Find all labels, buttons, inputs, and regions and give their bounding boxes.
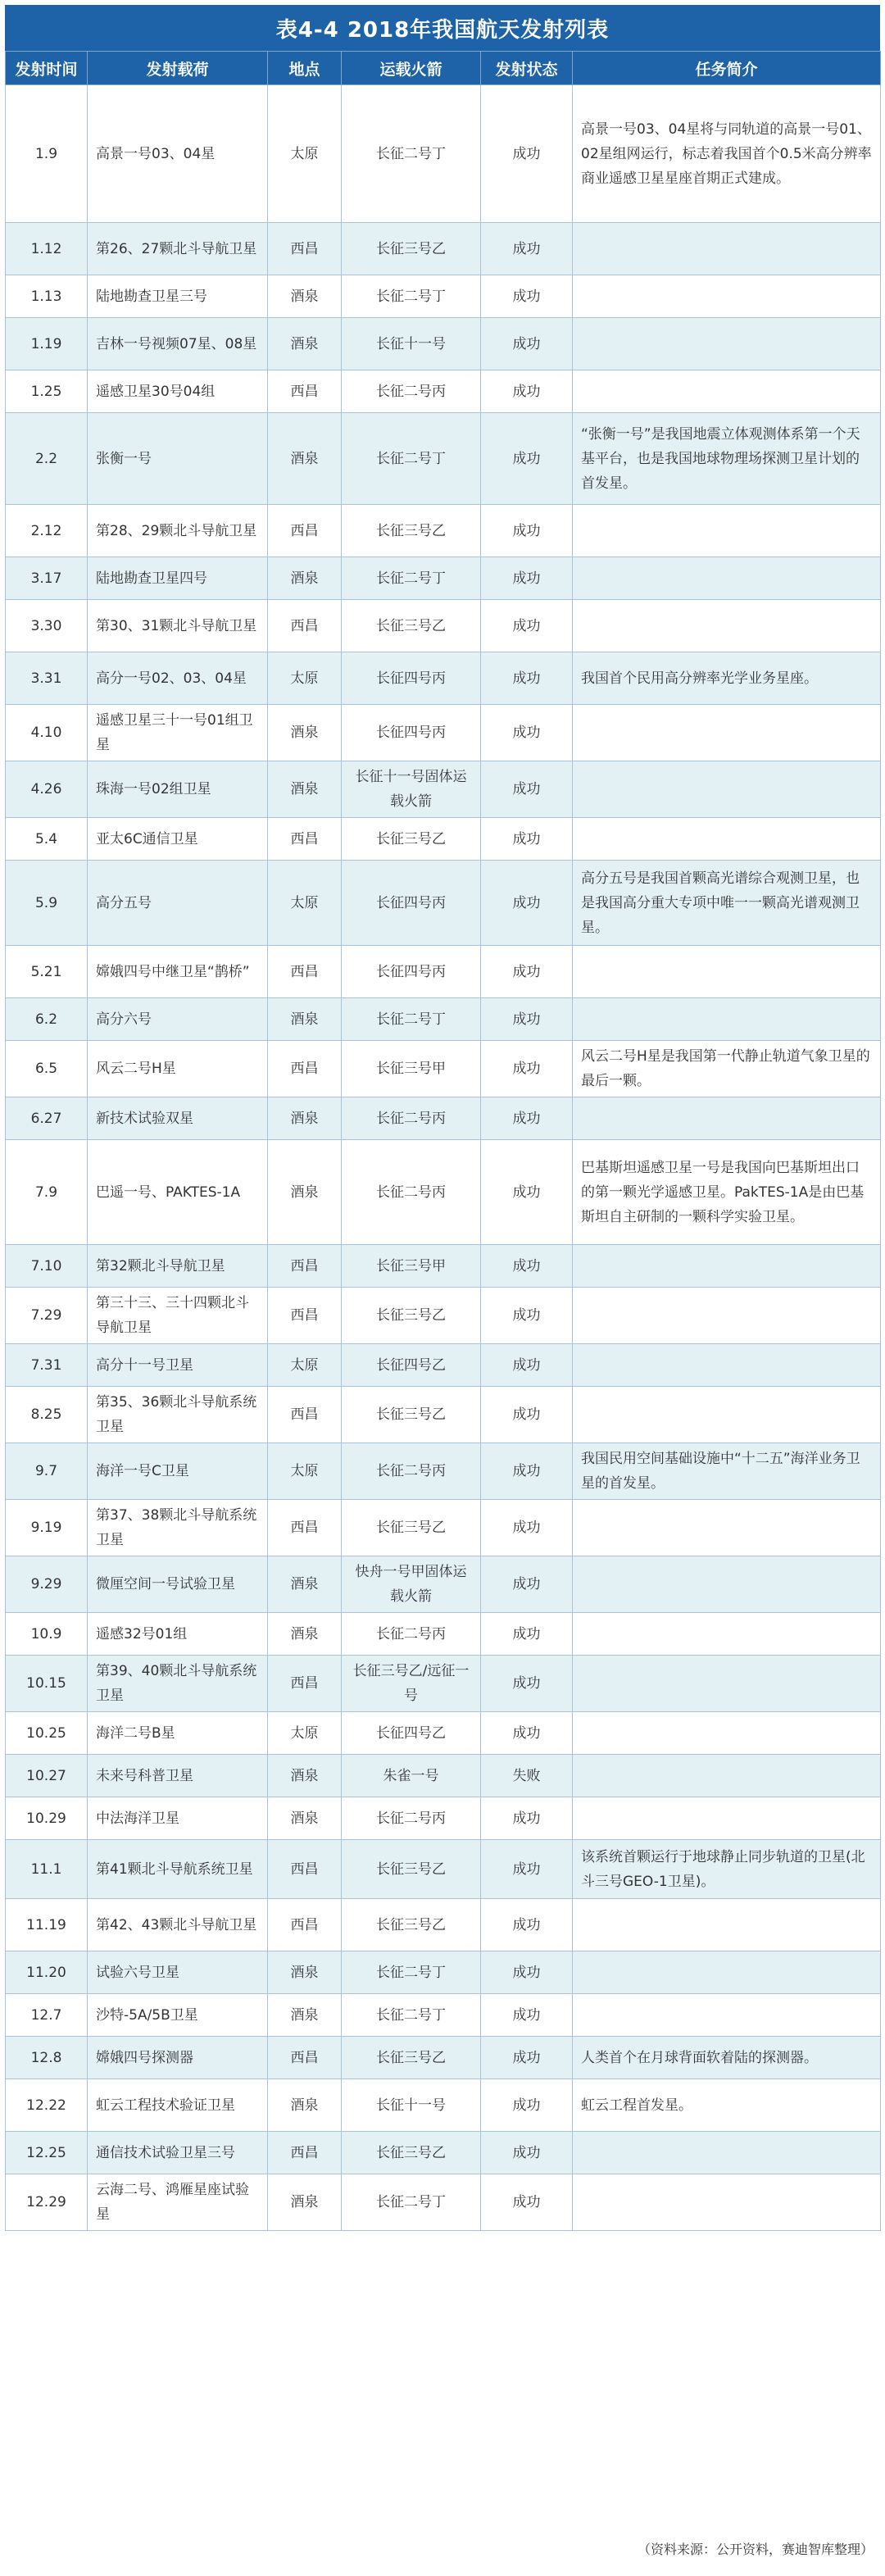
table-row — [6, 370, 881, 413]
launch-status-cell: 成功 — [481, 1140, 573, 1245]
launch-status-cell: 成功 — [481, 370, 573, 413]
launch-status-cell: 成功 — [481, 1994, 573, 2037]
launch-status-cell: 成功 — [481, 505, 573, 557]
table-row — [6, 1245, 881, 1288]
launch-site-cell: 西昌 — [268, 1387, 342, 1443]
mission-summary-cell — [573, 1387, 881, 1443]
column-header-site: 地点 — [268, 52, 342, 85]
launch-status-cell: 成功 — [481, 1443, 573, 1500]
launch-site-cell: 太原 — [268, 1344, 342, 1387]
table-row — [6, 2132, 881, 2174]
launch-status-cell: 成功 — [481, 998, 573, 1041]
launch-site-cell: 西昌 — [268, 946, 342, 998]
launch-status-cell: 成功 — [481, 318, 573, 370]
launch-status-cell: 成功 — [481, 2174, 573, 2231]
launch-date-cell: 5.21 — [6, 946, 88, 998]
rocket-cell: 长征二号丁 — [342, 275, 481, 318]
table-row — [6, 1613, 881, 1656]
launch-site-cell: 西昌 — [268, 2132, 342, 2174]
launch-status-cell: 成功 — [481, 413, 573, 505]
mission-summary-cell — [573, 1344, 881, 1387]
mission-summary-cell — [573, 1797, 881, 1840]
launch-date-cell: 1.13 — [6, 275, 88, 318]
launch-date-cell: 6.2 — [6, 998, 88, 1041]
table-row — [6, 998, 881, 1041]
rocket-cell: 长征四号丙 — [342, 652, 481, 705]
launch-date-cell: 1.12 — [6, 223, 88, 275]
rocket-cell: 长征二号丙 — [342, 1140, 481, 1245]
launch-date-cell: 10.29 — [6, 1797, 88, 1840]
table-row — [6, 1712, 881, 1755]
mission-summary-cell: 我国民用空间基础设施中“十二五”海洋业务卫星的首发星。 — [573, 1443, 881, 1500]
launch-status-cell: 成功 — [481, 2037, 573, 2079]
launch-site-cell: 酒泉 — [268, 1140, 342, 1245]
payload-cell: 沙特-5A/5B卫星 — [88, 1994, 268, 2037]
table-body — [6, 85, 881, 2231]
launch-status-cell: 成功 — [481, 1041, 573, 1097]
mission-summary-cell — [573, 1613, 881, 1656]
payload-cell: 张衡一号 — [88, 413, 268, 505]
payload-cell: 亚太6C通信卫星 — [88, 818, 268, 861]
table-row — [6, 505, 881, 557]
column-header-payload: 发射载荷 — [88, 52, 268, 85]
table-row — [6, 223, 881, 275]
payload-cell: 遥感卫星三十一号01组卫星 — [88, 705, 268, 761]
payload-cell: 第32颗北斗导航卫星 — [88, 1245, 268, 1288]
rocket-cell: 朱雀一号 — [342, 1755, 481, 1797]
launch-date-cell: 1.9 — [6, 85, 88, 223]
launch-date-cell: 10.9 — [6, 1613, 88, 1656]
launch-date-cell: 9.19 — [6, 1500, 88, 1556]
launch-site-cell: 酒泉 — [268, 318, 342, 370]
mission-summary-cell — [573, 998, 881, 1041]
launch-site-cell: 西昌 — [268, 1840, 342, 1899]
launch-date-cell: 6.27 — [6, 1097, 88, 1140]
rocket-cell: 长征三号乙 — [342, 1288, 481, 1344]
launch-site-cell: 太原 — [268, 861, 342, 946]
mission-summary-cell — [573, 318, 881, 370]
launch-site-cell: 太原 — [268, 652, 342, 705]
column-header-summary: 任务简介 — [573, 52, 881, 85]
launch-site-cell: 西昌 — [268, 600, 342, 652]
table-row — [6, 1344, 881, 1387]
launch-site-cell: 西昌 — [268, 818, 342, 861]
column-header-time: 发射时间 — [6, 52, 88, 85]
launch-date-cell: 12.29 — [6, 2174, 88, 2231]
launch-date-cell: 3.30 — [6, 600, 88, 652]
launch-site-cell: 西昌 — [268, 1245, 342, 1288]
launch-site-cell: 酒泉 — [268, 705, 342, 761]
mission-summary-cell — [573, 1899, 881, 1951]
launch-site-cell: 西昌 — [268, 223, 342, 275]
mission-summary-cell — [573, 2174, 881, 2231]
table-row — [6, 1797, 881, 1840]
mission-summary-cell: 虹云工程首发星。 — [573, 2079, 881, 2132]
rocket-cell: 长征二号丁 — [342, 998, 481, 1041]
launch-site-cell: 酒泉 — [268, 998, 342, 1041]
launch-site-cell: 西昌 — [268, 1656, 342, 1712]
table-row — [6, 1951, 881, 1994]
launch-date-cell: 10.25 — [6, 1712, 88, 1755]
rocket-cell: 长征三号乙 — [342, 505, 481, 557]
launch-site-cell: 酒泉 — [268, 1755, 342, 1797]
payload-cell: 高分十一号卫星 — [88, 1344, 268, 1387]
payload-cell: 海洋一号C卫星 — [88, 1443, 268, 1500]
table-row — [6, 861, 881, 946]
table-row — [6, 1840, 881, 1899]
mission-summary-cell — [573, 223, 881, 275]
mission-summary-cell — [573, 1288, 881, 1344]
table-row — [6, 557, 881, 600]
rocket-cell: 长征二号丁 — [342, 413, 481, 505]
launch-site-cell: 太原 — [268, 85, 342, 223]
column-header-status: 发射状态 — [481, 52, 573, 85]
payload-cell: 试验六号卫星 — [88, 1951, 268, 1994]
mission-summary-cell — [573, 1994, 881, 2037]
table-row — [6, 1994, 881, 2037]
table-row — [6, 946, 881, 998]
rocket-cell: 长征十一号固体运载火箭 — [342, 761, 481, 818]
column-header-rocket: 运载火箭 — [342, 52, 481, 85]
launch-date-cell: 9.29 — [6, 1556, 88, 1613]
rocket-cell: 长征二号丙 — [342, 370, 481, 413]
launch-date-cell: 12.25 — [6, 2132, 88, 2174]
payload-cell: 云海二号、鸿雁星座试验星 — [88, 2174, 268, 2231]
payload-cell: 嫦娥四号中继卫星“鹊桥” — [88, 946, 268, 998]
payload-cell: 未来号科普卫星 — [88, 1755, 268, 1797]
mission-summary-cell: 我国首个民用高分辨率光学业务星座。 — [573, 652, 881, 705]
mission-summary-cell — [573, 1097, 881, 1140]
launch-status-cell: 成功 — [481, 1288, 573, 1344]
rocket-cell: 长征三号乙 — [342, 1387, 481, 1443]
payload-cell: 虹云工程技术验证卫星 — [88, 2079, 268, 2132]
launch-site-cell: 西昌 — [268, 1041, 342, 1097]
mission-summary-cell — [573, 1755, 881, 1797]
launch-table-container — [5, 51, 880, 2231]
payload-cell: 第26、27颗北斗导航卫星 — [88, 223, 268, 275]
rocket-cell: 长征三号乙/远征一号 — [342, 1656, 481, 1712]
launch-date-cell: 12.7 — [6, 1994, 88, 2037]
mission-summary-cell — [573, 600, 881, 652]
launch-status-cell: 成功 — [481, 1097, 573, 1140]
mission-summary-cell — [573, 370, 881, 413]
launch-status-cell: 成功 — [481, 1840, 573, 1899]
payload-cell: 第35、36颗北斗导航系统卫星 — [88, 1387, 268, 1443]
launch-status-cell: 成功 — [481, 223, 573, 275]
launch-date-cell: 11.19 — [6, 1899, 88, 1951]
table-row — [6, 761, 881, 818]
launch-date-cell: 1.25 — [6, 370, 88, 413]
mission-summary-cell — [573, 1245, 881, 1288]
table-row — [6, 1899, 881, 1951]
table-row — [6, 1500, 881, 1556]
launch-date-cell: 2.2 — [6, 413, 88, 505]
table-row — [6, 2079, 881, 2132]
payload-cell: 高分一号02、03、04星 — [88, 652, 268, 705]
payload-cell: 嫦娥四号探测器 — [88, 2037, 268, 2079]
launch-site-cell: 太原 — [268, 1712, 342, 1755]
rocket-cell: 长征四号乙 — [342, 1712, 481, 1755]
launch-status-cell: 成功 — [481, 2132, 573, 2174]
payload-cell: 陆地勘查卫星三号 — [88, 275, 268, 318]
launch-status-cell: 成功 — [481, 1387, 573, 1443]
launch-status-cell: 成功 — [481, 761, 573, 818]
mission-summary-cell — [573, 1500, 881, 1556]
rocket-cell: 长征三号乙 — [342, 1899, 481, 1951]
launch-date-cell: 2.12 — [6, 505, 88, 557]
launch-site-cell: 西昌 — [268, 370, 342, 413]
rocket-cell: 长征二号丙 — [342, 1443, 481, 1500]
launch-date-cell: 10.15 — [6, 1656, 88, 1712]
table-row — [6, 275, 881, 318]
table-row — [6, 600, 881, 652]
payload-cell: 高分五号 — [88, 861, 268, 946]
launch-status-cell: 成功 — [481, 1656, 573, 1712]
payload-cell: 海洋二号B星 — [88, 1712, 268, 1755]
launch-site-cell: 酒泉 — [268, 2174, 342, 2231]
mission-summary-cell — [573, 1712, 881, 1755]
rocket-cell: 长征二号丁 — [342, 1994, 481, 2037]
table-row — [6, 818, 881, 861]
rocket-cell: 长征二号丁 — [342, 1951, 481, 1994]
launch-status-cell: 成功 — [481, 1951, 573, 1994]
launch-site-cell: 酒泉 — [268, 1613, 342, 1656]
rocket-cell: 长征二号丁 — [342, 85, 481, 223]
rocket-cell: 长征二号丙 — [342, 1797, 481, 1840]
launch-date-cell: 6.5 — [6, 1041, 88, 1097]
launch-status-cell: 成功 — [481, 818, 573, 861]
launch-site-cell: 酒泉 — [268, 275, 342, 318]
launch-date-cell: 11.20 — [6, 1951, 88, 1994]
launch-date-cell: 7.9 — [6, 1140, 88, 1245]
rocket-cell: 长征四号丙 — [342, 705, 481, 761]
rocket-cell: 长征四号乙 — [342, 1344, 481, 1387]
mission-summary-cell: 风云二号H星是我国第一代静止轨道气象卫星的最后一颗。 — [573, 1041, 881, 1097]
launch-status-cell: 成功 — [481, 1613, 573, 1656]
launch-site-cell: 西昌 — [268, 1899, 342, 1951]
mission-summary-cell: “张衡一号”是我国地震立体观测体系第一个天基平台，也是我国地球物理场探测卫星计划的首发星。 — [573, 413, 881, 505]
launch-date-cell: 3.17 — [6, 557, 88, 600]
rocket-cell: 长征二号丙 — [342, 1097, 481, 1140]
payload-cell: 第30、31颗北斗导航卫星 — [88, 600, 268, 652]
launch-status-cell: 成功 — [481, 1500, 573, 1556]
table-row — [6, 1387, 881, 1443]
rocket-cell: 长征三号乙 — [342, 2132, 481, 2174]
table-row — [6, 1443, 881, 1500]
payload-cell: 吉林一号视频07星、08星 — [88, 318, 268, 370]
payload-cell: 第28、29颗北斗导航卫星 — [88, 505, 268, 557]
table-row — [6, 1556, 881, 1613]
mission-summary-cell: 该系统首颗运行于地球静止同步轨道的卫星(北斗三号GEO-1卫星)。 — [573, 1840, 881, 1899]
table-row — [6, 1097, 881, 1140]
mission-summary-cell — [573, 275, 881, 318]
mission-summary-cell — [573, 1951, 881, 1994]
rocket-cell: 长征二号丁 — [342, 2174, 481, 2231]
table-row — [6, 1656, 881, 1712]
rocket-cell: 长征三号乙 — [342, 2037, 481, 2079]
launch-status-cell: 成功 — [481, 557, 573, 600]
table-row — [6, 1755, 881, 1797]
mission-summary-cell — [573, 1656, 881, 1712]
rocket-cell: 长征三号甲 — [342, 1245, 481, 1288]
launch-site-cell: 酒泉 — [268, 557, 342, 600]
launch-site-cell: 西昌 — [268, 2037, 342, 2079]
launch-date-cell: 11.1 — [6, 1840, 88, 1899]
launch-date-cell: 10.27 — [6, 1755, 88, 1797]
launch-site-cell: 酒泉 — [268, 1556, 342, 1613]
mission-summary-cell: 巴基斯坦遥感卫星一号是我国向巴基斯坦出口的第一颗光学遥感卫星。PakTES-1A是由巴基斯坦自主研制的一颗科学实验卫星。 — [573, 1140, 881, 1245]
mission-summary-cell — [573, 705, 881, 761]
payload-cell: 第37、38颗北斗导航系统卫星 — [88, 1500, 268, 1556]
payload-cell: 第三十三、三十四颗北斗导航卫星 — [88, 1288, 268, 1344]
mission-summary-cell — [573, 557, 881, 600]
mission-summary-cell — [573, 2132, 881, 2174]
payload-cell: 遥感卫星30号04组 — [88, 370, 268, 413]
rocket-cell: 长征三号乙 — [342, 1840, 481, 1899]
payload-cell: 第39、40颗北斗导航系统卫星 — [88, 1656, 268, 1712]
source-note: （资料来源：公开资料，赛迪智库整理） — [637, 2542, 874, 2557]
launch-site-cell: 酒泉 — [268, 1797, 342, 1840]
mission-summary-cell — [573, 1556, 881, 1613]
rocket-cell: 长征十一号 — [342, 2079, 481, 2132]
payload-cell: 高分六号 — [88, 998, 268, 1041]
table-row — [6, 413, 881, 505]
launch-date-cell: 4.10 — [6, 705, 88, 761]
launch-status-cell: 成功 — [481, 1344, 573, 1387]
launch-date-cell: 12.8 — [6, 2037, 88, 2079]
table-row — [6, 1140, 881, 1245]
mission-summary-cell — [573, 946, 881, 998]
rocket-cell: 长征四号丙 — [342, 946, 481, 998]
payload-cell: 遥感32号01组 — [88, 1613, 268, 1656]
rocket-cell: 快舟一号甲固体运载火箭 — [342, 1556, 481, 1613]
mission-summary-cell: 高景一号03、04星将与同轨道的高景一号01、02星组网运行，标志着我国首个0.5米高分辨率商业遥感卫星星座首期正式建成。 — [573, 85, 881, 223]
launch-status-cell: 成功 — [481, 1797, 573, 1840]
launch-site-cell: 酒泉 — [268, 1097, 342, 1140]
payload-cell: 微厘空间一号试验卫星 — [88, 1556, 268, 1613]
payload-cell: 高景一号03、04星 — [88, 85, 268, 223]
rocket-cell: 长征二号丁 — [342, 557, 481, 600]
payload-cell: 新技术试验双星 — [88, 1097, 268, 1140]
launch-status-cell: 成功 — [481, 1556, 573, 1613]
rocket-cell: 长征二号丙 — [342, 1613, 481, 1656]
launch-date-cell: 5.9 — [6, 861, 88, 946]
launch-site-cell: 酒泉 — [268, 1951, 342, 1994]
payload-cell: 陆地勘查卫星四号 — [88, 557, 268, 600]
launch-date-cell: 5.4 — [6, 818, 88, 861]
table-row — [6, 652, 881, 705]
launch-site-cell: 西昌 — [268, 1288, 342, 1344]
launch-site-cell: 太原 — [268, 1443, 342, 1500]
launch-site-cell: 酒泉 — [268, 2079, 342, 2132]
table-row — [6, 318, 881, 370]
rocket-cell: 长征三号乙 — [342, 223, 481, 275]
launch-site-cell: 酒泉 — [268, 1994, 342, 2037]
launch-status-cell: 成功 — [481, 1712, 573, 1755]
table-row — [6, 2037, 881, 2079]
launch-status-cell: 成功 — [481, 85, 573, 223]
launch-status-cell: 成功 — [481, 946, 573, 998]
launch-date-cell: 1.19 — [6, 318, 88, 370]
launch-status-cell: 成功 — [481, 861, 573, 946]
payload-cell: 风云二号H星 — [88, 1041, 268, 1097]
table-header-row — [6, 52, 881, 85]
launch-status-cell: 成功 — [481, 2079, 573, 2132]
payload-cell: 巴遥一号、PAKTES-1A — [88, 1140, 268, 1245]
payload-cell: 珠海一号02组卫星 — [88, 761, 268, 818]
table-title: 表4-4 2018年我国航天发射列表 — [5, 5, 880, 51]
mission-summary-cell — [573, 818, 881, 861]
rocket-cell: 长征三号乙 — [342, 1500, 481, 1556]
launch-date-cell: 3.31 — [6, 652, 88, 705]
launch-date-cell: 9.7 — [6, 1443, 88, 1500]
launch-date-cell: 7.10 — [6, 1245, 88, 1288]
rocket-cell: 长征三号甲 — [342, 1041, 481, 1097]
payload-cell: 通信技术试验卫星三号 — [88, 2132, 268, 2174]
launch-date-cell: 12.22 — [6, 2079, 88, 2132]
rocket-cell: 长征十一号 — [342, 318, 481, 370]
launch-status-cell: 成功 — [481, 705, 573, 761]
launch-status-cell: 成功 — [481, 600, 573, 652]
launch-date-cell: 7.29 — [6, 1288, 88, 1344]
mission-summary-cell — [573, 505, 881, 557]
launch-status-cell: 成功 — [481, 275, 573, 318]
table-row — [6, 1288, 881, 1344]
launch-status-cell: 成功 — [481, 1245, 573, 1288]
launch-site-cell: 西昌 — [268, 1500, 342, 1556]
table-row — [6, 705, 881, 761]
table-row — [6, 2174, 881, 2231]
rocket-cell: 长征三号乙 — [342, 818, 481, 861]
launch-date-cell: 8.25 — [6, 1387, 88, 1443]
payload-cell: 第41颗北斗导航系统卫星 — [88, 1840, 268, 1899]
mission-summary-cell: 高分五号是我国首颗高光谱综合观测卫星，也是我国高分重大专项中唯一一颗高光谱观测卫星。 — [573, 861, 881, 946]
table-row — [6, 85, 881, 223]
payload-cell: 中法海洋卫星 — [88, 1797, 268, 1840]
rocket-cell: 长征三号乙 — [342, 600, 481, 652]
launch-status-cell: 成功 — [481, 1899, 573, 1951]
launch-status-cell: 失败 — [481, 1755, 573, 1797]
rocket-cell: 长征四号丙 — [342, 861, 481, 946]
launch-site-cell: 西昌 — [268, 505, 342, 557]
payload-cell: 第42、43颗北斗导航卫星 — [88, 1899, 268, 1951]
launch-date-cell: 7.31 — [6, 1344, 88, 1387]
mission-summary-cell: 人类首个在月球背面软着陆的探测器。 — [573, 2037, 881, 2079]
launch-site-cell: 酒泉 — [268, 413, 342, 505]
table-row — [6, 1041, 881, 1097]
launch-table — [5, 51, 881, 2231]
mission-summary-cell — [573, 761, 881, 818]
launch-status-cell: 成功 — [481, 652, 573, 705]
launch-date-cell: 4.26 — [6, 761, 88, 818]
launch-site-cell: 酒泉 — [268, 761, 342, 818]
